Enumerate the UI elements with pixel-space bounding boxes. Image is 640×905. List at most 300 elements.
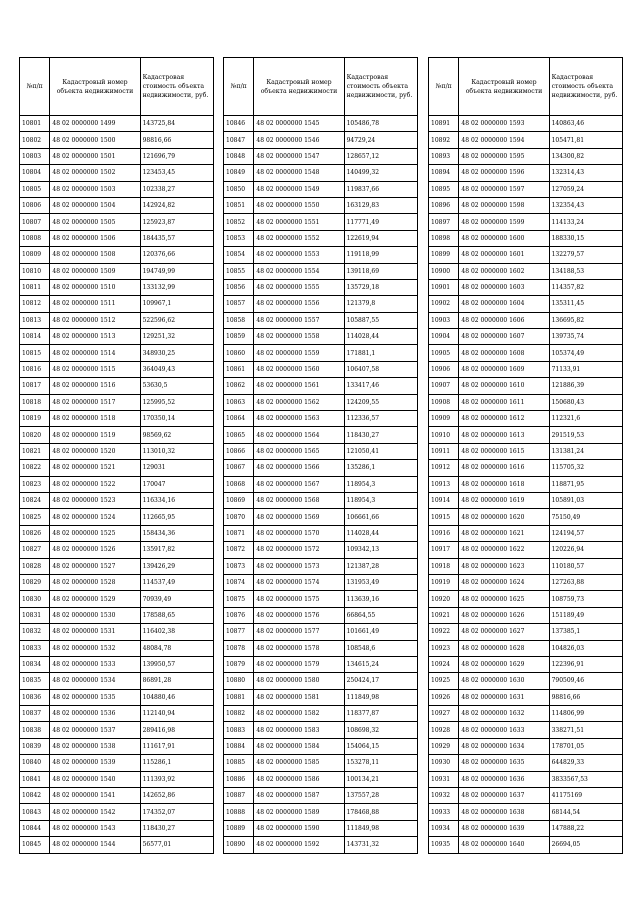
row-number: 10821 [20,443,50,459]
cadastral-number: 48 02 0000000 1501 [50,148,140,164]
row-number: 10868 [224,476,254,492]
cadastral-value: 644829,33 [549,755,622,771]
table-row [429,689,623,705]
cadastral-value: 147888,22 [549,820,622,836]
row-number: 10910 [429,427,459,443]
cadastral-number: 48 02 0000000 1621 [459,525,549,541]
row-number: 10916 [429,525,459,541]
row-number: 10856 [224,279,254,295]
table-row [20,574,214,590]
register-table-right [428,57,623,854]
cadastral-value: 289416,98 [140,722,213,738]
cadastral-value: 170047 [140,476,213,492]
row-number: 10922 [429,624,459,640]
cadastral-value: 133132,99 [140,279,213,295]
row-number: 10831 [20,607,50,623]
cadastral-value: 114133,24 [549,214,622,230]
cadastral-number: 48 02 0000000 1572 [254,542,344,558]
row-number: 10895 [429,181,459,197]
table-row [429,345,623,361]
cadastral-value: 291519,53 [549,427,622,443]
table-header-row [429,58,623,116]
cadastral-number: 48 02 0000000 1543 [50,820,140,836]
row-number: 10929 [429,738,459,754]
row-number: 10820 [20,427,50,443]
cadastral-value: 125995,52 [140,394,213,410]
cadastral-value: 121387,28 [344,558,417,574]
table-row [20,558,214,574]
table-row [429,214,623,230]
row-number: 10850 [224,181,254,197]
row-number: 10807 [20,214,50,230]
row-number: 10909 [429,411,459,427]
table-row [20,181,214,197]
cadastral-value: 132354,43 [549,197,622,213]
cadastral-number: 48 02 0000000 1628 [459,640,549,656]
cadastral-number: 48 02 0000000 1608 [459,345,549,361]
cadastral-number: 48 02 0000000 1523 [50,492,140,508]
table-row [20,394,214,410]
row-number: 10822 [20,460,50,476]
row-number: 10836 [20,689,50,705]
table-row [429,148,623,164]
cadastral-number: 48 02 0000000 1519 [50,427,140,443]
row-number: 10878 [224,640,254,656]
row-number: 10843 [20,804,50,820]
row-number: 10859 [224,329,254,345]
row-number: 10903 [429,312,459,328]
row-number: 10919 [429,574,459,590]
table-row [20,361,214,377]
table-row [20,788,214,804]
row-number: 10854 [224,247,254,263]
row-number: 10809 [20,247,50,263]
table-row [20,607,214,623]
cadastral-number: 48 02 0000000 1500 [50,132,140,148]
cadastral-value: 111849,98 [344,689,417,705]
row-number: 10812 [20,296,50,312]
row-number: 10901 [429,279,459,295]
cadastral-number: 48 02 0000000 1573 [254,558,344,574]
table-row [20,345,214,361]
row-number: 10917 [429,542,459,558]
row-number: 10828 [20,558,50,574]
row-number: 10827 [20,542,50,558]
cadastral-value: 113639,16 [344,591,417,607]
row-number: 10818 [20,394,50,410]
cadastral-number: 48 02 0000000 1564 [254,427,344,443]
cadastral-value: 136695,82 [549,312,622,328]
cadastral-value: 139950,57 [140,656,213,672]
cadastral-number: 48 02 0000000 1531 [50,624,140,640]
cadastral-number: 48 02 0000000 1499 [50,116,140,132]
table-row [224,443,418,459]
table-row [20,165,214,181]
row-number: 10833 [20,640,50,656]
row-number: 10893 [429,148,459,164]
table-row [429,722,623,738]
cadastral-number: 48 02 0000000 1544 [50,837,140,853]
row-number: 10882 [224,706,254,722]
register-table-middle [223,57,418,854]
row-number: 10871 [224,525,254,541]
row-number: 10866 [224,443,254,459]
cadastral-number: 48 02 0000000 1623 [459,558,549,574]
cadastral-value: 194749,99 [140,263,213,279]
row-number: 10870 [224,509,254,525]
cadastral-value: 3833567,53 [549,771,622,787]
cadastral-number: 48 02 0000000 1513 [50,329,140,345]
cadastral-number: 48 02 0000000 1631 [459,689,549,705]
cadastral-number: 48 02 0000000 1626 [459,607,549,623]
table-row [224,542,418,558]
header-number: №п/п [429,58,459,116]
table-row [20,214,214,230]
cadastral-value: 150680,43 [549,394,622,410]
row-number: 10918 [429,558,459,574]
row-number: 10844 [20,820,50,836]
cadastral-value: 105374,49 [549,345,622,361]
table-row [224,427,418,443]
cadastral-value: 153278,11 [344,755,417,771]
table-row [429,591,623,607]
cadastral-number: 48 02 0000000 1598 [459,197,549,213]
cadastral-number: 48 02 0000000 1574 [254,574,344,590]
cadastral-number: 48 02 0000000 1557 [254,312,344,328]
row-number: 10810 [20,263,50,279]
cadastral-number: 48 02 0000000 1532 [50,640,140,656]
table-row [20,492,214,508]
table-row [429,378,623,394]
cadastral-number: 48 02 0000000 1560 [254,361,344,377]
cadastral-number: 48 02 0000000 1618 [459,476,549,492]
cadastral-value: 121050,41 [344,443,417,459]
row-number: 10899 [429,247,459,263]
table-row [224,574,418,590]
cadastral-number: 48 02 0000000 1549 [254,181,344,197]
table-row [224,247,418,263]
table-row [429,788,623,804]
row-number: 10912 [429,460,459,476]
table-row [20,656,214,672]
row-number: 10806 [20,197,50,213]
table-row [20,329,214,345]
cadastral-value: 129031 [140,460,213,476]
cadastral-number: 48 02 0000000 1567 [254,476,344,492]
row-number: 10898 [429,230,459,246]
cadastral-number: 48 02 0000000 1596 [459,165,549,181]
cadastral-number: 48 02 0000000 1558 [254,329,344,345]
cadastral-number: 48 02 0000000 1611 [459,394,549,410]
cadastral-value: 105887,55 [344,312,417,328]
cadastral-number: 48 02 0000000 1552 [254,230,344,246]
table-row [429,771,623,787]
cadastral-value: 120226,94 [549,542,622,558]
cadastral-number: 48 02 0000000 1602 [459,263,549,279]
cadastral-value: 118871,95 [549,476,622,492]
row-number: 10876 [224,607,254,623]
cadastral-value: 178701,05 [549,738,622,754]
table-row [224,804,418,820]
cadastral-number: 48 02 0000000 1527 [50,558,140,574]
row-number: 10815 [20,345,50,361]
table-row [429,624,623,640]
row-number: 10908 [429,394,459,410]
table-row [429,460,623,476]
table-row [20,722,214,738]
cadastral-number: 48 02 0000000 1505 [50,214,140,230]
table-row [429,116,623,132]
cadastral-number: 48 02 0000000 1551 [254,214,344,230]
cadastral-value: 139426,29 [140,558,213,574]
table-row [20,460,214,476]
cadastral-number: 48 02 0000000 1553 [254,247,344,263]
cadastral-value: 140499,32 [344,165,417,181]
row-number: 10888 [224,804,254,820]
cadastral-value: 119837,66 [344,181,417,197]
cadastral-value: 137385,1 [549,624,622,640]
cadastral-value: 522596,62 [140,312,213,328]
row-number: 10853 [224,230,254,246]
cadastral-value: 111617,91 [140,738,213,754]
row-number: 10930 [429,755,459,771]
row-number: 10911 [429,443,459,459]
row-number: 10838 [20,722,50,738]
cadastral-number: 48 02 0000000 1630 [459,673,549,689]
table-row [224,591,418,607]
cadastral-value: 41175169 [549,788,622,804]
table-row [429,804,623,820]
cadastral-value: 114028,44 [344,525,417,541]
cadastral-value: 121379,8 [344,296,417,312]
table-row [20,148,214,164]
table-row [20,820,214,836]
table-row [20,197,214,213]
row-number: 10881 [224,689,254,705]
cadastral-value: 75150,49 [549,509,622,525]
row-number: 10826 [20,525,50,541]
row-number: 10932 [429,788,459,804]
table-row [20,837,214,853]
cadastral-number: 48 02 0000000 1619 [459,492,549,508]
cadastral-number: 48 02 0000000 1546 [254,132,344,148]
row-number: 10897 [429,214,459,230]
table-row [20,804,214,820]
cadastral-value: 110180,57 [549,558,622,574]
row-number: 10808 [20,230,50,246]
cadastral-number: 48 02 0000000 1634 [459,738,549,754]
header-cadastral-value: Кадастровая стоимость объекта недвижимости, руб. [344,58,417,116]
row-number: 10846 [224,116,254,132]
cadastral-value: 140863,46 [549,116,622,132]
row-number: 10867 [224,460,254,476]
cadastral-number: 48 02 0000000 1575 [254,591,344,607]
cadastral-value: 158434,36 [140,525,213,541]
row-number: 10864 [224,411,254,427]
cadastral-number: 48 02 0000000 1597 [459,181,549,197]
cadastral-value: 124194,57 [549,525,622,541]
cadastral-value: 112140,94 [140,706,213,722]
row-number: 10869 [224,492,254,508]
table-row [20,378,214,394]
cadastral-value: 163129,83 [344,197,417,213]
table-row [20,427,214,443]
row-number: 10861 [224,361,254,377]
cadastral-number: 48 02 0000000 1514 [50,345,140,361]
cadastral-number: 48 02 0000000 1524 [50,509,140,525]
cadastral-number: 48 02 0000000 1568 [254,492,344,508]
cadastral-value: 124209,55 [344,394,417,410]
row-number: 10824 [20,492,50,508]
header-cadastral-number: Кадастровый номер объекта недвижимости [459,58,549,116]
cadastral-value: 116334,16 [140,492,213,508]
cadastral-number: 48 02 0000000 1582 [254,706,344,722]
cadastral-number: 48 02 0000000 1577 [254,624,344,640]
cadastral-number: 48 02 0000000 1515 [50,361,140,377]
table-row [429,279,623,295]
cadastral-number: 48 02 0000000 1521 [50,460,140,476]
row-number: 10847 [224,132,254,148]
table-row [224,230,418,246]
cadastral-value: 111849,98 [344,820,417,836]
register-table-left [19,57,214,854]
row-number: 10832 [20,624,50,640]
cadastral-value: 123453,45 [140,165,213,181]
row-number: 10875 [224,591,254,607]
table-row [20,443,214,459]
table-row [429,755,623,771]
table-row [20,296,214,312]
table-row [20,640,214,656]
cadastral-value: 56577,01 [140,837,213,853]
table-row [224,132,418,148]
header-cadastral-number: Кадастровый номер объекта недвижимости [254,58,344,116]
table-header-row [224,58,418,116]
cadastral-number: 48 02 0000000 1545 [254,116,344,132]
cadastral-number: 48 02 0000000 1592 [254,837,344,853]
row-number: 10858 [224,312,254,328]
cadastral-number: 48 02 0000000 1566 [254,460,344,476]
cadastral-number: 48 02 0000000 1522 [50,476,140,492]
cadastral-value: 108698,32 [344,722,417,738]
cadastral-number: 48 02 0000000 1589 [254,804,344,820]
table-row [20,476,214,492]
cadastral-value: 184435,57 [140,230,213,246]
cadastral-value: 128657,12 [344,148,417,164]
table-row [224,492,418,508]
cadastral-value: 86891,28 [140,673,213,689]
table-row [224,263,418,279]
table-row [224,312,418,328]
row-number: 10830 [20,591,50,607]
cadastral-value: 106407,58 [344,361,417,377]
table-row [224,656,418,672]
cadastral-number: 48 02 0000000 1570 [254,525,344,541]
cadastral-value: 348930,25 [140,345,213,361]
header-number: №п/п [224,58,254,116]
cadastral-value: 68144,54 [549,804,622,820]
table-row [20,738,214,754]
table-row [20,279,214,295]
cadastral-value: 114357,82 [549,279,622,295]
cadastral-number: 48 02 0000000 1535 [50,689,140,705]
table-row [20,230,214,246]
cadastral-number: 48 02 0000000 1633 [459,722,549,738]
cadastral-value: 127059,24 [549,181,622,197]
cadastral-value: 94729,24 [344,132,417,148]
table-row [224,345,418,361]
cadastral-number: 48 02 0000000 1555 [254,279,344,295]
table-row [429,542,623,558]
cadastral-number: 48 02 0000000 1508 [50,247,140,263]
cadastral-value: 131953,49 [344,574,417,590]
row-number: 10923 [429,640,459,656]
cadastral-value: 104880,46 [140,689,213,705]
row-number: 10840 [20,755,50,771]
table-row [224,525,418,541]
cadastral-number: 48 02 0000000 1548 [254,165,344,181]
table-row [429,509,623,525]
cadastral-number: 48 02 0000000 1516 [50,378,140,394]
cadastral-number: 48 02 0000000 1616 [459,460,549,476]
cadastral-value: 127263,88 [549,574,622,590]
cadastral-value: 111393,92 [140,771,213,787]
header-cadastral-number: Кадастровый номер объекта недвижимости [50,58,140,116]
cadastral-value: 115705,32 [549,460,622,476]
header-number: №п/п [20,58,50,116]
cadastral-value: 171881,1 [344,345,417,361]
cadastral-value: 66864,55 [344,607,417,623]
row-number: 10927 [429,706,459,722]
cadastral-number: 48 02 0000000 1638 [459,804,549,820]
cadastral-value: 112336,57 [344,411,417,427]
cadastral-value: 143725,84 [140,116,213,132]
cadastral-number: 48 02 0000000 1607 [459,329,549,345]
table-row [20,411,214,427]
table-row [224,820,418,836]
cadastral-value: 48084,78 [140,640,213,656]
table-row [429,329,623,345]
cadastral-number: 48 02 0000000 1625 [459,591,549,607]
table-row [429,197,623,213]
cadastral-number: 48 02 0000000 1580 [254,673,344,689]
cadastral-number: 48 02 0000000 1503 [50,181,140,197]
cadastral-number: 48 02 0000000 1526 [50,542,140,558]
table-row [429,558,623,574]
cadastral-value: 119118,99 [344,247,417,263]
cadastral-number: 48 02 0000000 1520 [50,443,140,459]
row-number: 10823 [20,476,50,492]
cadastral-value: 114537,49 [140,574,213,590]
cadastral-number: 48 02 0000000 1606 [459,312,549,328]
cadastral-number: 48 02 0000000 1585 [254,755,344,771]
cadastral-number: 48 02 0000000 1578 [254,640,344,656]
header-cadastral-value: Кадастровая стоимость объекта недвижимости, руб. [140,58,213,116]
row-number: 10849 [224,165,254,181]
table-row [224,378,418,394]
cadastral-value: 154064,15 [344,738,417,754]
cadastral-number: 48 02 0000000 1579 [254,656,344,672]
row-number: 10855 [224,263,254,279]
cadastral-value: 53630,5 [140,378,213,394]
cadastral-value: 250424,17 [344,673,417,689]
cadastral-number: 48 02 0000000 1624 [459,574,549,590]
table-row [224,165,418,181]
table-row [20,591,214,607]
table-row [224,394,418,410]
cadastral-number: 48 02 0000000 1529 [50,591,140,607]
row-number: 10884 [224,738,254,754]
